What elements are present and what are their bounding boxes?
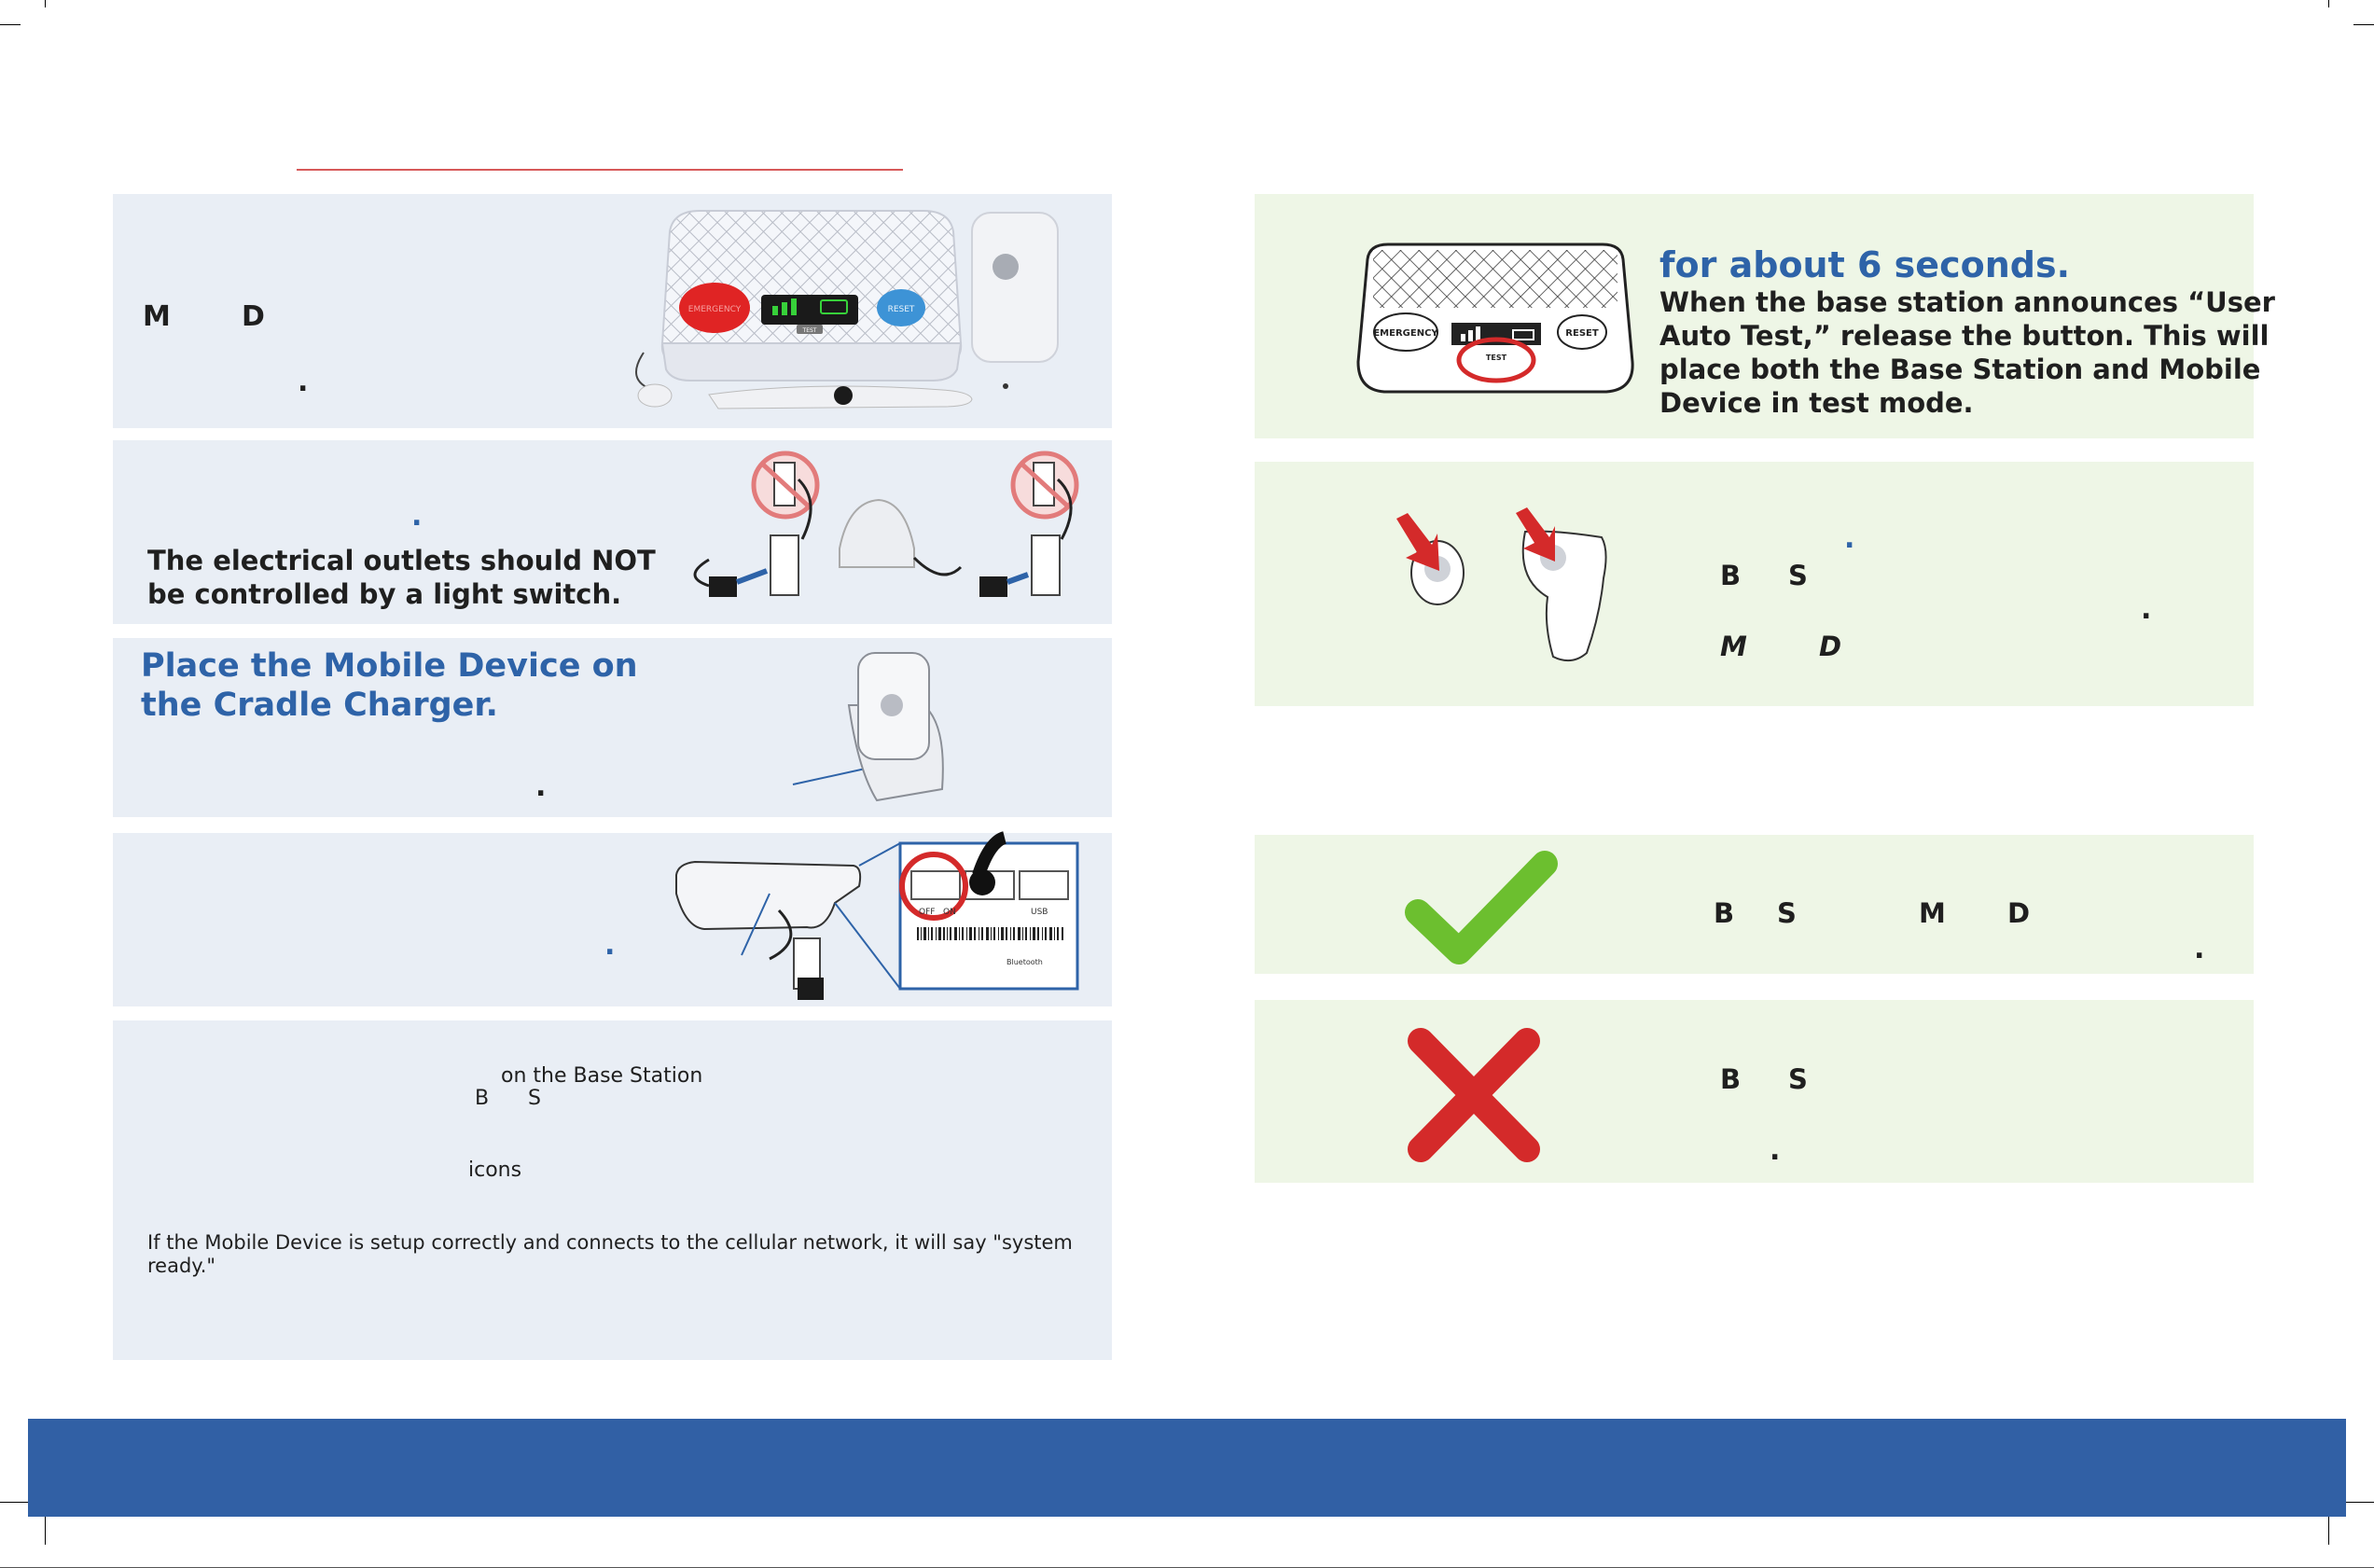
usb-label: USB — [1031, 908, 1048, 917]
fragment-dot: . — [298, 366, 309, 398]
crop-mark — [2353, 24, 2374, 25]
outlet-warning-line1: The electrical outlets should NOT — [147, 545, 656, 576]
test-mode-title: for about 6 seconds. — [1659, 244, 2071, 285]
crop-mark — [45, 1517, 46, 1545]
brand-label: Bluetooth — [1007, 958, 1043, 966]
test-label: TEST — [1485, 354, 1507, 362]
reset-label: RESET — [1565, 328, 1599, 339]
fragment-dot: . — [1844, 522, 1855, 555]
system-ready-note-line2: ready." — [147, 1255, 216, 1277]
test-mode-line4: Device in test mode. — [1659, 387, 1974, 419]
outlet-warning-line2: be controlled by a light switch. — [147, 578, 622, 610]
crop-mark — [2346, 1502, 2374, 1503]
crop-mark — [0, 1502, 28, 1503]
fragment-d: D — [2007, 897, 2031, 929]
section-heading-rule — [297, 169, 903, 171]
crop-mark — [0, 24, 21, 25]
fragment-b: B — [475, 1087, 490, 1110]
fragment-dot: . — [411, 500, 423, 533]
test-mode-line3: place both the Base Station and Mobile — [1659, 354, 2261, 385]
no-switch-icon — [1013, 453, 1076, 517]
fragment-s: S — [1788, 1063, 1808, 1095]
crop-mark — [2328, 1517, 2329, 1545]
switch-on-label: ON — [943, 908, 956, 917]
fragment-d: D — [242, 300, 265, 333]
test-label: TEST — [802, 327, 817, 334]
emergency-label: EMERGENCY — [1373, 328, 1438, 339]
fragment-on-base-station: on the Base Station — [501, 1064, 703, 1088]
footer-band — [28, 1419, 2346, 1517]
test-mode-line1: When the base station announces “User — [1659, 286, 2275, 318]
fragment-icons: icons — [468, 1159, 522, 1182]
cross-icon — [1404, 1026, 1544, 1164]
cradle-title-line1: Place the Mobile Device on — [141, 647, 638, 685]
test-mode-line2: Auto Test,” release the button. This will — [1659, 320, 2270, 352]
fragment-b: B — [1714, 897, 1735, 929]
switch-off-label: OFF — [919, 908, 936, 917]
crop-mark — [2328, 0, 2329, 7]
fragment-dot: . — [1770, 1134, 1781, 1167]
fragment-s: S — [1788, 560, 1808, 591]
reset-label: RESET — [887, 305, 915, 314]
fragment-b: B — [1720, 1063, 1742, 1095]
fragment-m: M — [1720, 631, 1747, 662]
fragment-m: M — [143, 300, 171, 333]
fragment-dot: . — [2194, 933, 2205, 965]
emergency-label: EMERGENCY — [687, 305, 742, 314]
fragment-dot: . — [2141, 593, 2152, 626]
crop-mark — [45, 0, 46, 7]
outlet-illustration — [681, 446, 1101, 614]
fragment-dot: . — [604, 929, 616, 962]
fragment-b: B — [1720, 560, 1742, 591]
pendant-illustration — [1395, 513, 1609, 672]
fragment-dot: . — [535, 770, 547, 803]
system-ready-note-line1: If the Mobile Device is setup correctly and connects to the cellular network, it will say "system — [147, 1231, 1073, 1254]
base-station-test-illustration — [1354, 241, 1636, 399]
cradle-charger-illustration — [793, 649, 951, 808]
cradle-title-line2: the Cradle Charger. — [141, 687, 498, 724]
power-switch-illustration — [667, 838, 1082, 1006]
fragment-s: S — [528, 1087, 541, 1110]
fragment-m: M — [1919, 897, 1946, 929]
base-station-illustration — [625, 203, 1063, 418]
fragment-d: D — [1819, 631, 1842, 662]
no-switch-icon — [754, 453, 817, 517]
fragment-s: S — [1777, 897, 1797, 929]
checkmark-icon — [1401, 851, 1560, 966]
